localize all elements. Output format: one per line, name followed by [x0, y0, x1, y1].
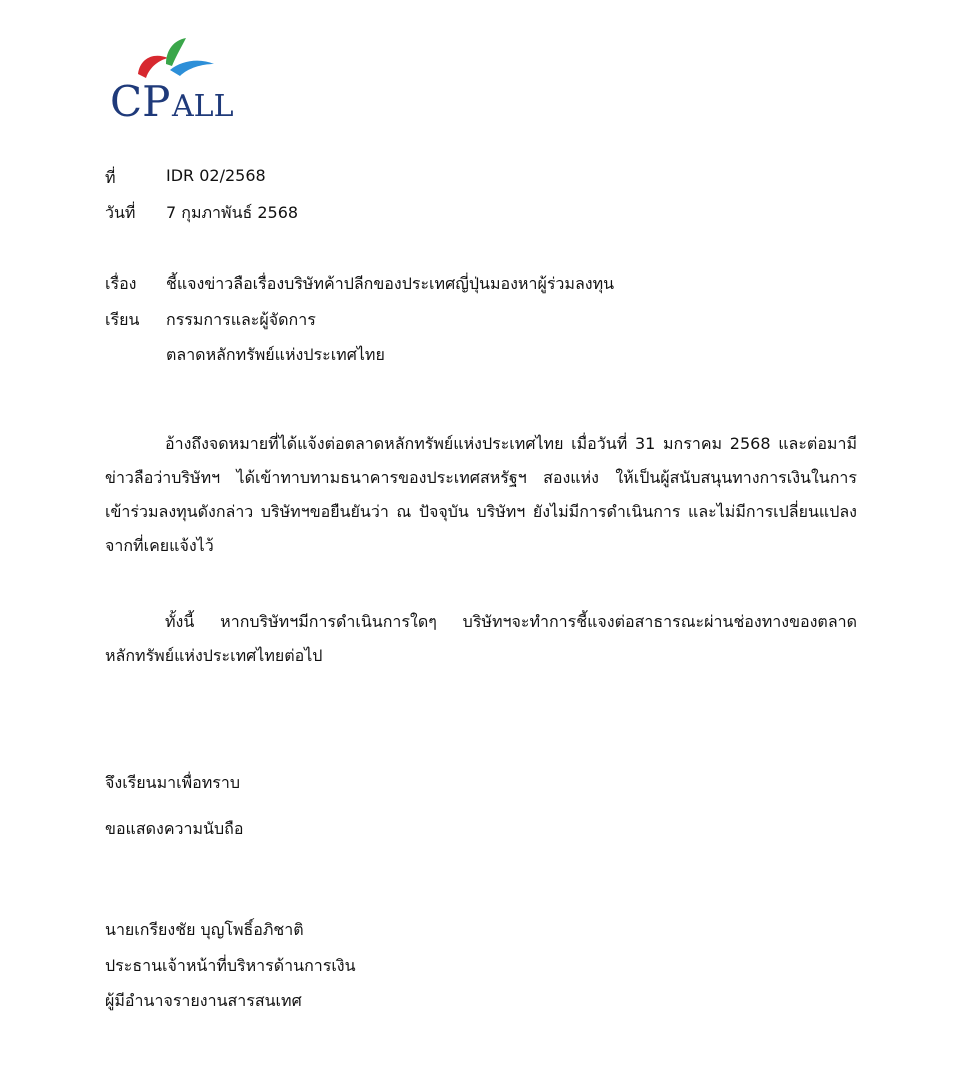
subject-label: เรื่อง	[105, 274, 137, 293]
signatory-title-2: ผู้มีอำนาจรายงานสารสนเทศ	[105, 991, 302, 1010]
recipient-line-1: กรรมการและผู้จัดการ	[166, 310, 316, 329]
paragraph-2-line: หลักทรัพย์แห่งประเทศไทยต่อไป	[105, 646, 323, 665]
signatory-title-1: ประธานเจ้าหน้าที่บริหารด้านการเงิน	[105, 956, 356, 975]
signatory-name: นายเกรียงชัย บุญโพธิ์อภิชาติ	[105, 920, 304, 939]
body-paragraph-1	[105, 427, 857, 563]
paragraph-1-line: ข่าวลือว่าบริษัทฯ ได้เข้าทาบทามธนาคารของประเทศสหรัฐฯ สองแห่ง ให้เป็นผู้สนับสนุนทางการเงินในการ	[105, 468, 857, 487]
body-paragraph-2	[105, 605, 857, 673]
paragraph-1-line: จากที่เคยแจ้งไว้	[105, 536, 214, 555]
date-value: 7 กุมภาพันธ์ 2568	[166, 203, 299, 222]
logo-text-cp: CP	[110, 77, 171, 124]
recipient-label: เรียน	[105, 310, 140, 329]
paragraph-1-line: อ้างถึงจดหมายที่ได้แจ้งต่อตลาดหลักทรัพย์แห่งประเทศไทย เมื่อวันที่ 31 มกราคม 2568 และต่อมามี	[165, 434, 857, 453]
cpall-logo-graphic	[110, 34, 245, 124]
logo-text-all: ALL	[172, 89, 234, 124]
closing-line-1: จึงเรียนมาเพื่อทราบ	[105, 773, 240, 792]
recipient-line-2: ตลาดหลักทรัพย์แห่งประเทศไทย	[166, 345, 385, 364]
cpall-logo	[110, 34, 245, 124]
paragraph-1-line: เข้าร่วมลงทุนดังกล่าว บริษัทฯขอยืนยันว่า ณ ปัจจุบัน บริษัทฯ ยังไม่มีการดำเนินการ และไม่มีการเปลี่ยนแปลง	[105, 502, 857, 521]
date-label: วันที่	[105, 203, 136, 222]
paragraph-2-line: ทั้งนี้ หากบริษัทฯมีการดำเนินการใดๆ บริษัทฯจะทำการชี้แจงต่อสาธารณะผ่านช่องทางของตลาด	[165, 612, 857, 631]
subject-value: ชี้แจงข่าวลือเรื่องบริษัทค้าปลีกของประเทศญี่ปุ่นมองหาผู้ร่วมลงทุน	[166, 274, 615, 293]
ref-label: ที่	[105, 168, 116, 187]
ref-number: IDR 02/2568	[166, 166, 266, 185]
closing-line-2: ขอแสดงความนับถือ	[105, 819, 244, 838]
